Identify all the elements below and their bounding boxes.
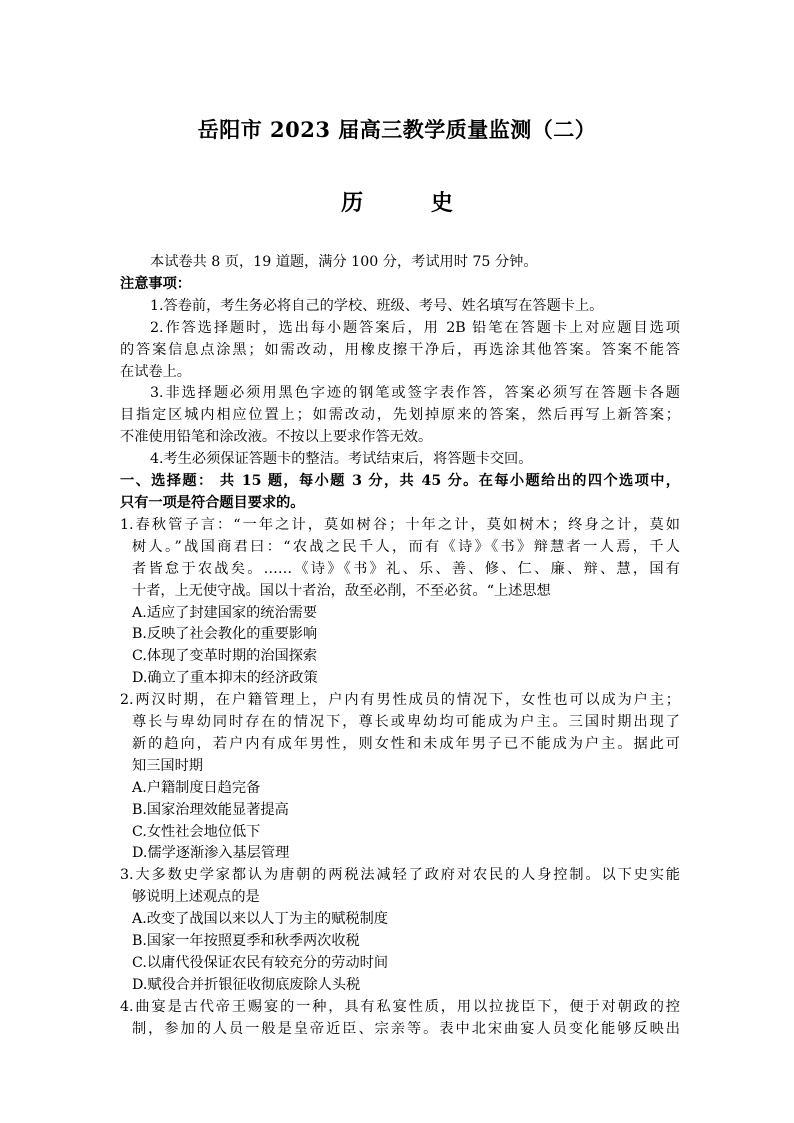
question-stem-line: 尊长与卑幼同时存在的情况下，尊长或卑幼均可能成为户主。三国时期出现了: [132, 714, 680, 731]
note-3: [120, 383, 680, 449]
exam-body: [120, 252, 680, 1041]
question-stem-line: 新的趋向，若户内有成年男性，则女性和未成年男子已不能成为户主。据此可: [132, 735, 680, 752]
question-2: [120, 690, 680, 865]
question-stem-line: 十者，上无使守战。国以十者治，敌至必削，不至必贫。“上述思想: [132, 582, 551, 599]
question-stem-line: 树人。”战国商君曰：“农战之民千人，而有《诗》《书》辩慧者一人焉，千人: [132, 538, 680, 555]
question-stem-line: 够说明上述观点的是: [132, 889, 260, 906]
note-2: [120, 318, 680, 384]
subject-title: 历 史: [341, 190, 483, 216]
question-stem-line: 2.两汉时期，在户籍管理上，户内有男性成员的情况下，女性也可以成为户主；: [120, 692, 680, 709]
question-stem-line: 者皆怠于农战矣。……《诗》《书》礼、乐、善、修、仁、廉、辩、慧，国有: [132, 560, 680, 577]
note-line: 3.非选择题必须用黑色字迹的钢笔或签字表作答，答案必须写在答题卡各题: [150, 385, 680, 402]
option-a: A.户籍制度日趋完备: [132, 779, 261, 796]
option-b: B.反映了社会教化的重要影响: [132, 626, 318, 643]
question-4: [120, 997, 680, 1041]
option-c: C.女性社会地位低下: [132, 823, 261, 840]
option-d: D.确立了重本抑末的经济政策: [132, 670, 318, 687]
question-3: [120, 865, 680, 996]
option-c: C.以庸代役保证农民有较充分的劳动时间: [132, 955, 389, 971]
exam-title: 岳阳市 2023 届高三教学质量监测（二）: [197, 117, 597, 142]
option-b: B.国家一年按照夏季和秋季两次收税: [132, 933, 360, 950]
note-line: 1.答卷前，考生务必将自己的学校、班级、考号、姓名填写在答题卡上。: [150, 297, 604, 314]
note-line: 2.作答选择题时，选出每小题答案后，用 2B 铅笔在答题卡上对应题目选项: [150, 319, 680, 336]
question-stem-line: 制，参加的人员一般是皇帝近臣、宗亲等。表中北宋曲宴人员变化能够反映出: [132, 1020, 680, 1037]
option-a: A.改变了战国以来以人丁为主的赋税制度: [132, 911, 388, 928]
option-d: D.儒学逐渐渗入基层管理: [132, 845, 290, 862]
option-a: A.适应了封建国家的统治需要: [132, 604, 318, 621]
question-stem-line: 4.曲宴是古代帝王赐宴的一种，具有私宴性质，用以拉拢臣下，便于对朝政的控: [120, 998, 680, 1015]
note-line: 在试卷上。: [120, 363, 191, 380]
option-c: C.体现了变革时期的治国探索: [132, 648, 318, 665]
question-1: [120, 515, 680, 690]
note-line: 的答案信息点涂黑；如需改动，用橡皮擦干净后，再选涂其他答案。答案不能答: [120, 341, 680, 358]
section-heading: 一、选择题： 共 15 题，每小题 3 分，共 45 分。在每小题给出的四个选项中，: [120, 473, 680, 490]
question-stem-line: 1.春秋管子言：“一年之计，莫如树谷；十年之计，莫如树木；终身之计，莫如: [120, 516, 680, 533]
note-1: [120, 296, 680, 318]
notes-heading: 注意事项：: [120, 275, 191, 292]
note-line: 目指定区城内相应位置上；如需改动，先划掉原来的答案，然后再写上新答案；: [120, 407, 680, 424]
option-b: B.国家治理效能显著提高: [132, 801, 289, 818]
section-heading: 只有一项是符合题目要求的。: [120, 494, 305, 511]
intro-text: 本试卷共 8 页，19 道题，满分 100 分，考试用时 75 分钟。: [150, 254, 538, 270]
question-stem-line: 知三国时期: [132, 757, 203, 774]
note-line: 4.考生必须保证答题卡的整洁。考试结束后，将答题卡交回。: [150, 451, 533, 468]
question-stem-line: 3.大多数史学家都认为唐朝的两税法减轻了政府对农民的人身控制。以下史实能: [120, 867, 680, 884]
note-line: 不准使用铅笔和涂改液。不按以上要求作答无效。: [120, 429, 433, 446]
note-4: [120, 449, 680, 471]
option-d: D.赋役合并折银征收彻底废除人头税: [132, 976, 361, 993]
